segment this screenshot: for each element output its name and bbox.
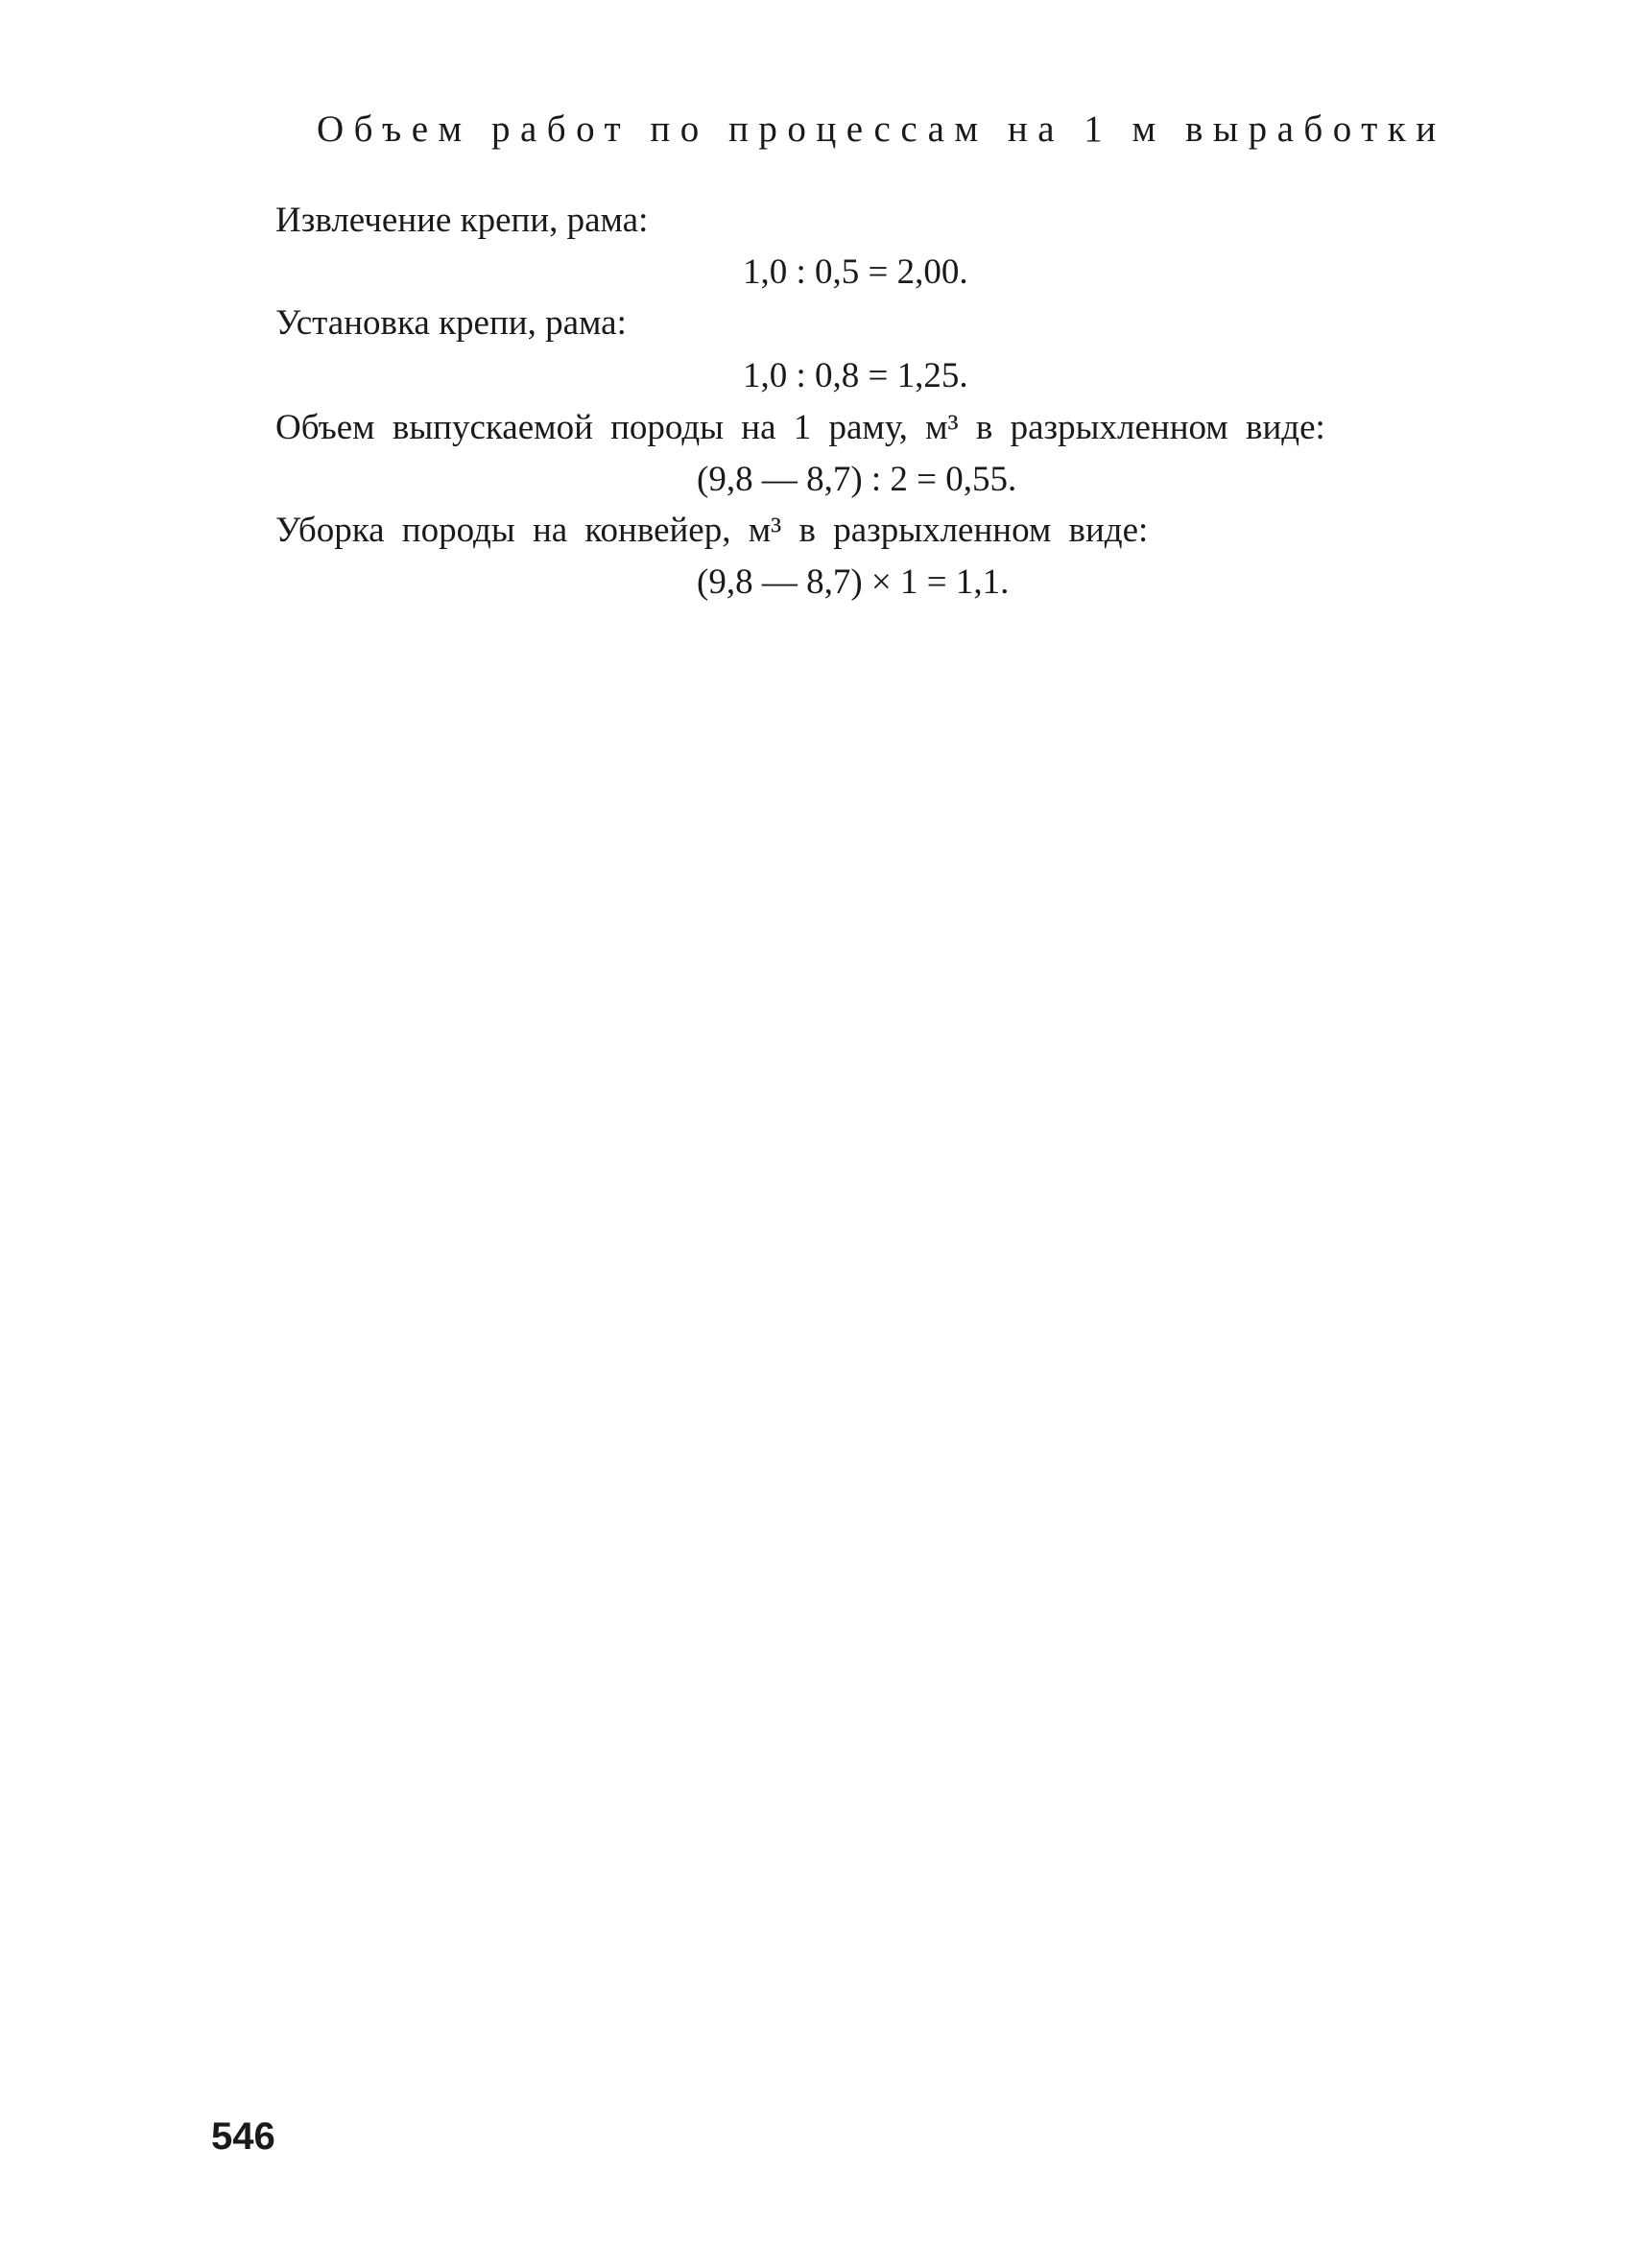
label-rock-removal-to-conveyor: Уборка породы на конвейер, м³ в разрыхленном виде:: [275, 511, 1149, 550]
label-released-rock-volume: Объем выпускаемой породы на 1 раму, м³ в разрыхленном виде:: [275, 408, 1325, 447]
section-heading: Объем работ по процессам на 1 м выработки: [317, 108, 1446, 150]
page-number: 546: [211, 2115, 275, 2158]
formula-released-rock-volume: (9,8 — 8,7) : 2 = 0,55.: [697, 460, 1017, 499]
label-removal-of-support: Извлечение крепи, рама:: [275, 201, 649, 240]
formula-rock-removal-to-conveyor: (9,8 — 8,7) × 1 = 1,1.: [697, 562, 1010, 602]
formula-installation-of-support: 1,0 : 0,8 = 1,25.: [743, 356, 968, 395]
formula-removal-of-support: 1,0 : 0,5 = 2,00.: [743, 252, 968, 292]
label-installation-of-support: Установка крепи, рама:: [275, 303, 627, 343]
